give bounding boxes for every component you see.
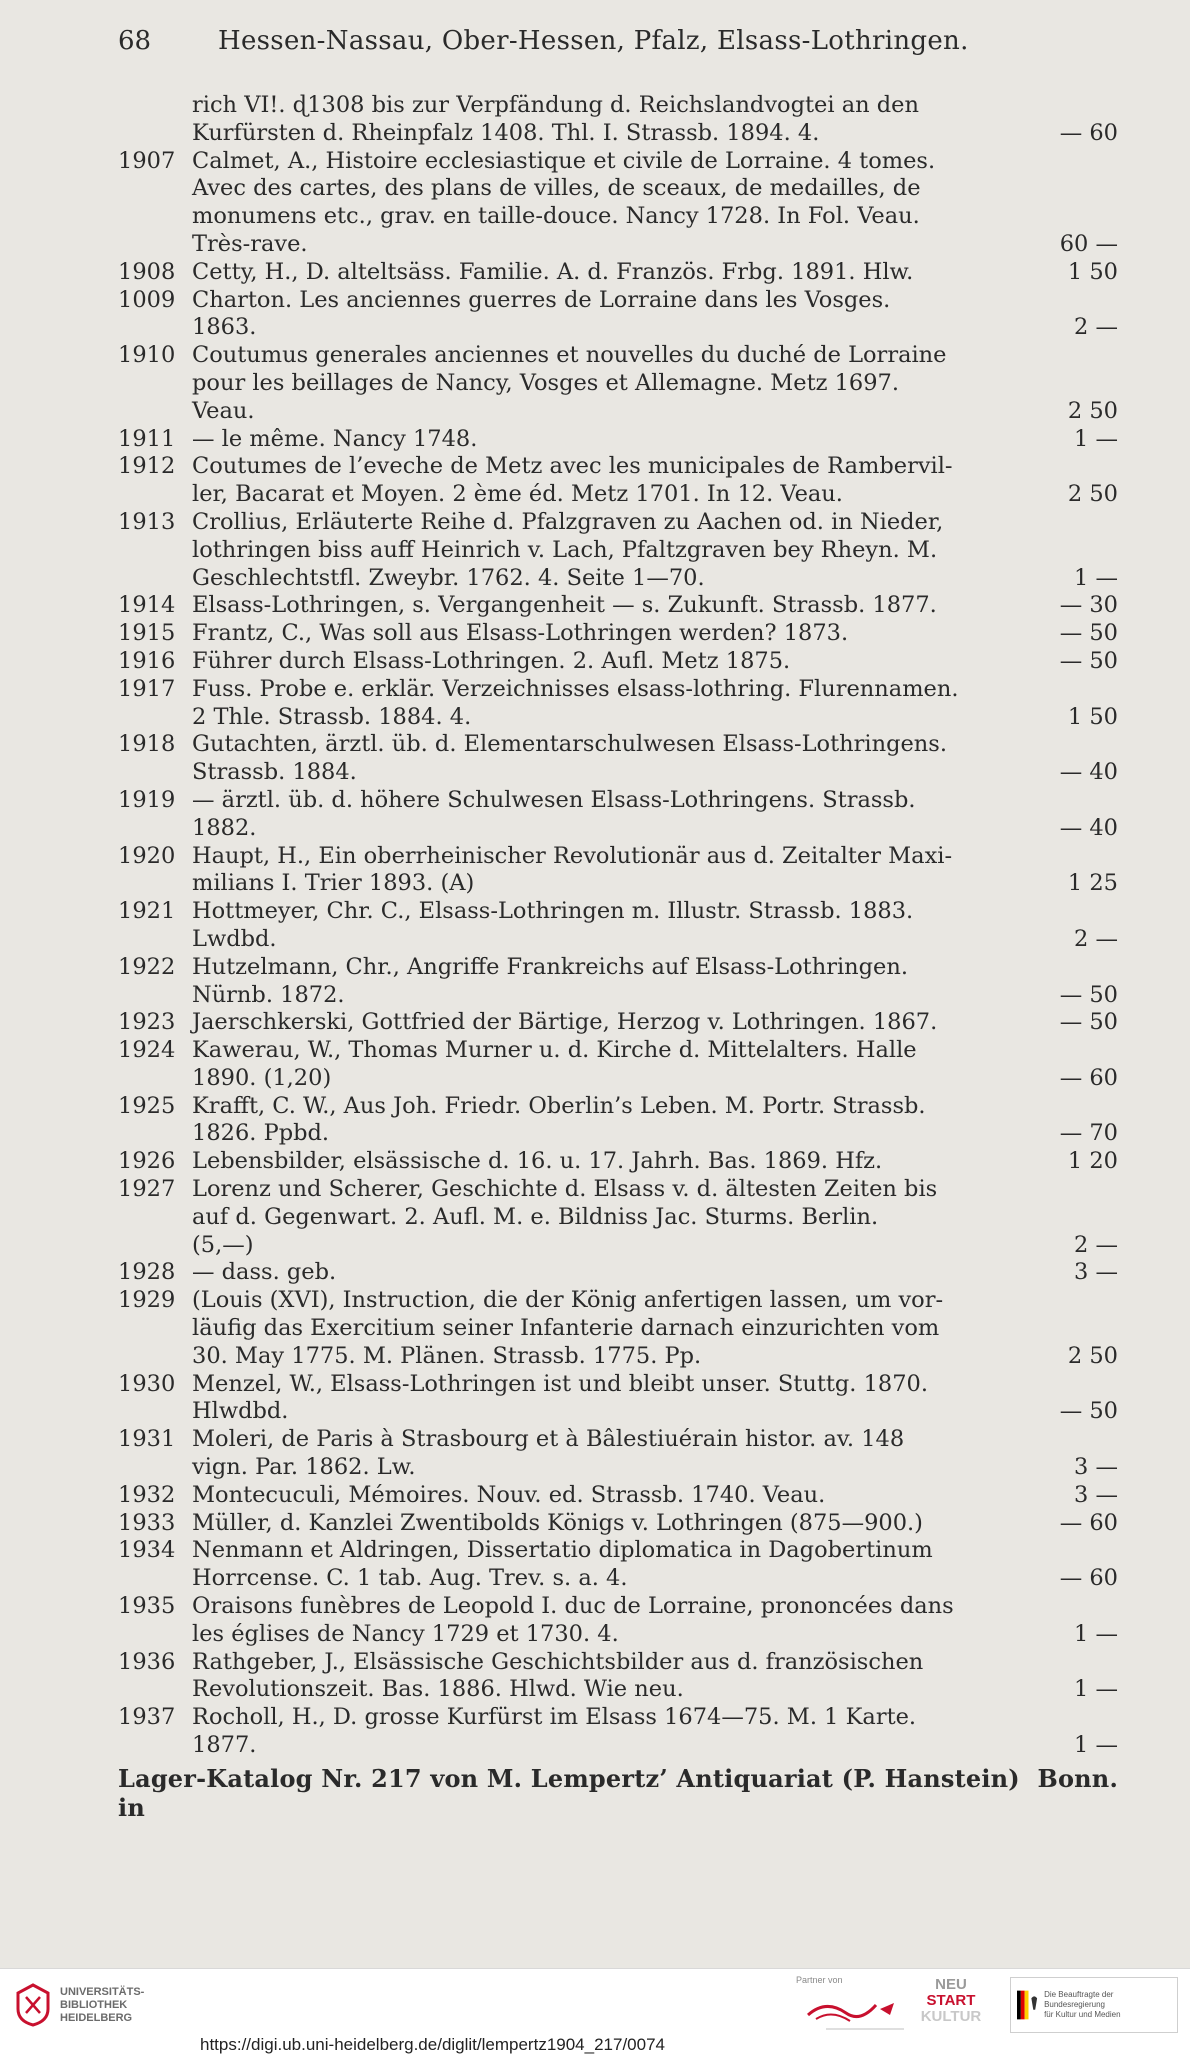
catalog-entry bbox=[118, 1537, 1118, 1593]
entry-number: 1936 bbox=[118, 1648, 176, 1675]
catalog-entry bbox=[118, 453, 1118, 509]
entry-number: 1928 bbox=[118, 1259, 176, 1286]
entry-price: — 50 bbox=[1059, 1398, 1118, 1425]
entry-description: Nenmann et Aldringen, Dissertatio diplomatica in Dagobertinum Horrcense. C. 1 tab. Aug. Trev. s. a. 4. bbox=[192, 1537, 933, 1592]
entry-number: 1937 bbox=[118, 1704, 176, 1731]
entry-price: 1 — bbox=[1074, 564, 1118, 591]
catalog-entry bbox=[118, 1649, 1118, 1705]
entry-description: Hutzelmann, Chr., Angriffe Frankreichs auf Elsass-Lothringen. Nürnb. 1872. bbox=[192, 953, 909, 1008]
catalog-entry bbox=[118, 1482, 1118, 1510]
entry-price: — 60 bbox=[1059, 1509, 1118, 1536]
entry-number: 1009 bbox=[118, 286, 176, 313]
entry-price: 2 — bbox=[1074, 314, 1118, 341]
entry-price: 1 25 bbox=[1067, 870, 1118, 897]
entry-description: Lorenz und Scherer, Geschichte d. Elsass v. d. ältesten Zeiten bis auf d. Gegenwart. 2. Aufl. M. e. Bildniss Jac. Sturms. Berlin. (5,—) bbox=[192, 1176, 938, 1258]
logo-bar bbox=[0, 1968, 1190, 2057]
entry-description: Lebensbilder, elsässische d. 16. u. 17. Jahrh. Bas. 1869. Hfz. bbox=[192, 1148, 883, 1175]
entry-description: Coutumus generales anciennes et nouvelles du duché de Lorraine pour les beillages de Nancy, Vosges et Allemagne. Metz 1697. Veau. bbox=[192, 342, 947, 424]
catalog-entry bbox=[118, 898, 1118, 954]
entry-number: 1926 bbox=[118, 1148, 176, 1175]
entry-number: 1930 bbox=[118, 1370, 176, 1397]
entry-number: 1929 bbox=[118, 1287, 176, 1314]
entry-description: Calmet, A., Histoire ecclesiastique et civile de Lorraine. 4 tomes. Avec des cartes, des plans de villes, de sceaux, de medailles, de monumens etc., grav. en taille-douce. Nancy 1728. In Fol. Veau. Très-rave. bbox=[192, 147, 936, 257]
entry-number: 1924 bbox=[118, 1037, 176, 1064]
entry-description: Rocholl, H., D. grosse Kurfürst im Elsass 1674—75. M. 1 Karte. 1877. bbox=[192, 1704, 917, 1759]
bkm-text: Die Beauftragte der Bundesregierung für Kultur und Medien bbox=[1044, 1990, 1121, 2019]
catalog-entry bbox=[118, 342, 1118, 425]
entry-number: 1916 bbox=[118, 647, 176, 674]
partner-label: Partner von bbox=[796, 1975, 843, 1985]
entry-description: Gutachten, ärztl. üb. d. Elementarschulwesen Elsass-Lothringens. Strassb. 1884. bbox=[192, 731, 947, 786]
entry-number: 1911 bbox=[118, 425, 176, 452]
entry-number: 1912 bbox=[118, 453, 176, 480]
entry-description: Frantz, C., Was soll aus Elsass-Lothringen werden? 1873. bbox=[192, 620, 849, 647]
entry-price: 1 50 bbox=[1067, 258, 1118, 285]
catalog-entry bbox=[118, 1510, 1118, 1538]
catalog-entry bbox=[118, 509, 1118, 592]
entry-description: rich VI!. ɖ1308 bis zur Verpfändung d. Reichslandvogtei an den Kurfürsten d. Rheinpfalz 1408. Thl. I. Strassb. 1894. 4. bbox=[192, 92, 919, 146]
federal-eagle-icon bbox=[1017, 1990, 1038, 2020]
entry-number: 1921 bbox=[118, 898, 176, 925]
catalog-footer bbox=[118, 1764, 1118, 1822]
bkm-logo[interactable] bbox=[1010, 1977, 1178, 2033]
entry-price: — 60 bbox=[1059, 119, 1118, 146]
catalog-footer-right: Bonn. bbox=[1037, 1763, 1118, 1793]
neustart-kultur-logo[interactable]: NEU START KULTUR bbox=[920, 1976, 982, 2025]
page-title: Hessen-Nassau, Ober-Hessen, Pfalz, Elsass-Lothringen. bbox=[218, 26, 969, 56]
entry-description: Elsass-Lothringen, s. Vergangenheit — s. Zukunft. Strassb. 1877. bbox=[192, 592, 937, 619]
entry-price: 2 50 bbox=[1067, 1342, 1118, 1369]
catalog-entry bbox=[118, 1371, 1118, 1427]
entry-number bbox=[118, 92, 190, 148]
entry-price: — 50 bbox=[1059, 981, 1118, 1008]
source-url-link[interactable]: https://digi.ub.uni-heidelberg.de/diglit/lempertz1904_217/0074 bbox=[200, 2035, 665, 2054]
entry-description: Coutumes de l’eveche de Metz avec les municipales de Rambervil- ler, Bacarat et Moyen. 2 ème éd. Metz 1701. In 12. Veau. bbox=[192, 453, 953, 508]
entry-number: 1933 bbox=[118, 1509, 176, 1536]
entry-number: 1915 bbox=[118, 620, 176, 647]
entry-number: 1935 bbox=[118, 1593, 176, 1620]
entry-price: — 60 bbox=[1059, 1565, 1118, 1592]
entry-price: 2 50 bbox=[1067, 481, 1118, 508]
entry-description: Moleri, de Paris à Strasbourg et à Bâlestiuérain histor. av. 148 vign. Par. 1862. Lw. bbox=[192, 1426, 905, 1481]
catalog-entry bbox=[118, 1148, 1118, 1176]
entry-price: — 40 bbox=[1059, 814, 1118, 841]
entry-description: Hottmeyer, Chr. C., Elsass-Lothringen m. Illustr. Strassb. 1883. Lwdbd. bbox=[192, 898, 914, 952]
entry-description: Crollius, Erläuterte Reihe d. Pfalzgraven zu Aachen od. in Nieder, lothringen biss auff Heinrich v. Lach, Pfaltzgraven bey Rheyn. M. Geschlechtstfl. Zweybr. 1762. 4. Seite 1—70. bbox=[192, 508, 944, 591]
entry-price: 2 — bbox=[1074, 1231, 1118, 1258]
entry-price: 1 20 bbox=[1067, 1148, 1118, 1175]
entry-description: — dass. geb. bbox=[192, 1259, 337, 1286]
entry-number: 1925 bbox=[118, 1092, 176, 1119]
entry-price: 3 — bbox=[1074, 1481, 1118, 1508]
entry-number: 1910 bbox=[118, 342, 176, 369]
entry-description: Müller, d. Kanzlei Zwentibolds Königs v. Lothringen (875—900.) bbox=[192, 1509, 923, 1536]
entry-price: — 50 bbox=[1059, 620, 1118, 647]
entry-description: Rathgeber, J., Elsässische Geschichtsbilder aus d. französischen Revolutionszeit. Bas. 1886. Hlwd. Wie neu. bbox=[192, 1648, 924, 1703]
catalog-entry bbox=[118, 1259, 1118, 1287]
entry-number: 1931 bbox=[118, 1426, 176, 1453]
entry-number: 1923 bbox=[118, 1009, 176, 1036]
entry-number: 1919 bbox=[118, 786, 176, 813]
entry-number: 1934 bbox=[118, 1537, 176, 1564]
entry-description: (Louis (XVI), Instruction, die der König anfertigen lassen, um vor- läufig das Exercitium seiner Infanterie darnach einzurichten vom 30. May 1775. M. Plänen. Strassb. 1775. Pp. bbox=[192, 1287, 944, 1369]
entry-description: Krafft, C. W., Aus Joh. Friedr. Oberlin’s Leben. M. Portr. Strassb. 1826. Ppbd. bbox=[192, 1092, 926, 1147]
entry-price: — 60 bbox=[1059, 1064, 1118, 1091]
entry-number: 1927 bbox=[118, 1176, 176, 1203]
entry-description: — le même. Nancy 1748. bbox=[192, 425, 478, 452]
catalog-entry bbox=[118, 676, 1118, 732]
catalog-entry bbox=[118, 1593, 1118, 1649]
entry-price: 3 — bbox=[1074, 1259, 1118, 1286]
entry-number: 1907 bbox=[118, 147, 176, 174]
entry-price: 2 50 bbox=[1067, 397, 1118, 424]
entry-price: 60 — bbox=[1059, 230, 1118, 257]
entry-price: 1 — bbox=[1074, 425, 1118, 452]
entry-description: Kawerau, W., Thomas Murner u. d. Kirche d. Mittelalters. Halle 1890. (1,20) bbox=[192, 1037, 917, 1091]
entry-price: 1 — bbox=[1074, 1620, 1118, 1647]
entry-number: 1917 bbox=[118, 675, 176, 702]
entry-number: 1914 bbox=[118, 592, 176, 619]
catalog-entry bbox=[118, 92, 1118, 148]
university-library-logo[interactable] bbox=[14, 1983, 144, 2027]
entry-description: Menzel, W., Elsass-Lothringen ist und bleibt unser. Stuttg. 1870. Hlwdbd. bbox=[192, 1370, 929, 1425]
entry-price: 1 — bbox=[1074, 1732, 1118, 1759]
entry-description: — ärztl. üb. d. höhere Schulwesen Elsass-Lothringens. Strassb. 1882. bbox=[192, 786, 916, 841]
partner-bird-icon[interactable] bbox=[806, 1995, 910, 2033]
catalog-entry bbox=[118, 1287, 1118, 1370]
running-head bbox=[118, 26, 1118, 70]
catalog-entry bbox=[118, 1176, 1118, 1259]
page-number: 68 bbox=[118, 26, 152, 56]
entry-description: Jaerschkerski, Gottfried der Bärtige, Herzog v. Lothringen. 1867. bbox=[192, 1009, 938, 1036]
entry-number: 1918 bbox=[118, 731, 176, 758]
catalog-entry bbox=[118, 787, 1118, 843]
entry-number: 1922 bbox=[118, 953, 176, 980]
catalog-entry bbox=[118, 843, 1118, 899]
catalog-entry bbox=[118, 426, 1118, 454]
catalog-entry bbox=[118, 1037, 1118, 1093]
entry-price: 1 50 bbox=[1067, 703, 1118, 730]
entry-number: 1920 bbox=[118, 842, 176, 869]
catalog-entry bbox=[118, 620, 1118, 648]
entry-price: 1 — bbox=[1074, 1676, 1118, 1703]
entry-description: Fuss. Probe e. erklär. Verzeichnisses elsass-lothring. Flurennamen. 2 Thle. Strassb. 1884. 4. bbox=[192, 675, 959, 730]
entry-price: — 50 bbox=[1059, 1009, 1118, 1036]
university-seal-icon bbox=[14, 1983, 52, 2027]
entry-description: Führer durch Elsass-Lothringen. 2. Aufl. Metz 1875. bbox=[192, 647, 791, 674]
catalog-footer-left: Lager-Katalog Nr. 217 von M. Lempertz’ Antiquariat (P. Hanstein) in bbox=[118, 1763, 1020, 1822]
catalog-entry bbox=[118, 592, 1118, 620]
catalog-entry bbox=[118, 954, 1118, 1010]
catalog-entry bbox=[118, 1093, 1118, 1149]
catalog-entry bbox=[118, 259, 1118, 287]
catalog-entry bbox=[118, 1704, 1118, 1760]
entry-price: — 50 bbox=[1059, 647, 1118, 674]
catalog-entry bbox=[118, 731, 1118, 787]
catalog-entry bbox=[118, 287, 1118, 343]
catalog-entry bbox=[118, 648, 1118, 676]
entry-number: 1913 bbox=[118, 508, 176, 535]
university-library-name: UNIVERSITÄTS- BIBLIOTHEK HEIDELBERG bbox=[60, 1985, 145, 2024]
entry-description: Oraisons funèbres de Leopold I. duc de Lorraine, prononcées dans les églises de Nancy 1729 et 1730. 4. bbox=[192, 1593, 954, 1647]
entry-price: — 30 bbox=[1059, 592, 1118, 619]
entry-description: Cetty, H., D. alteltsäss. Familie. A. d. Französ. Frbg. 1891. Hlw. bbox=[192, 258, 914, 285]
entry-price: 2 — bbox=[1074, 925, 1118, 952]
entry-description: Charton. Les anciennes guerres de Lorraine dans les Vosges. 1863. bbox=[192, 286, 891, 341]
entry-number: 1908 bbox=[118, 258, 176, 285]
partner-block bbox=[796, 1975, 843, 1985]
entry-price: 3 — bbox=[1074, 1454, 1118, 1481]
entry-number: 1932 bbox=[118, 1481, 176, 1508]
catalog-entries bbox=[118, 92, 1118, 1760]
catalog-entry bbox=[118, 1426, 1118, 1482]
entry-price: — 70 bbox=[1059, 1120, 1118, 1147]
entry-description: Montecuculi, Mémoires. Nouv. ed. Strassb. 1740. Veau. bbox=[192, 1481, 826, 1508]
catalog-entry bbox=[118, 1009, 1118, 1037]
entry-price: — 40 bbox=[1059, 759, 1118, 786]
catalog-entry bbox=[118, 148, 1118, 259]
entry-description: Haupt, H., Ein oberrheinischer Revolutionär aus d. Zeitalter Maxi- milians I. Trier 1893. (A) bbox=[192, 842, 953, 897]
